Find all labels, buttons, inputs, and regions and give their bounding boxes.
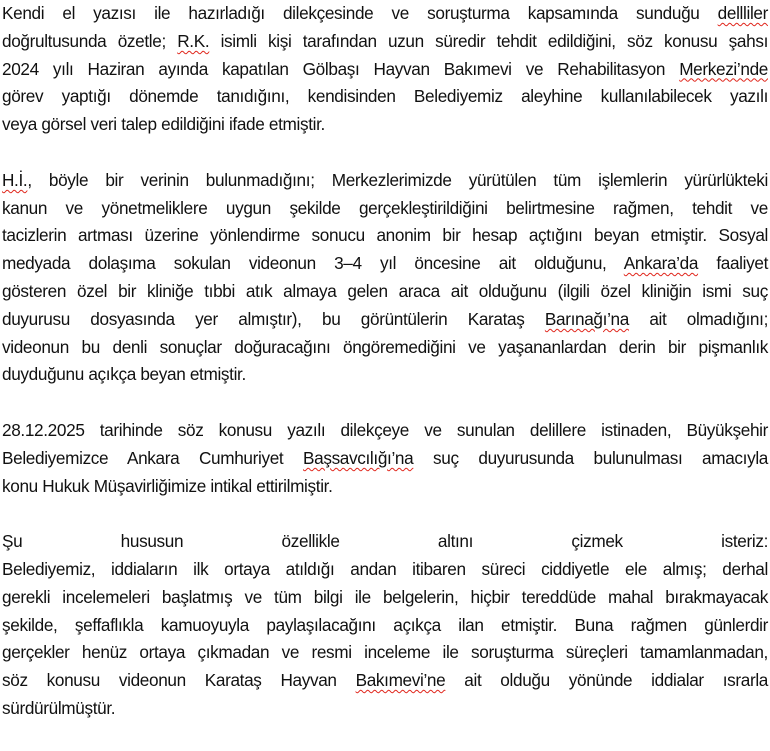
text-segment: isimli kişi tarafından uzun süredir tehdit edildiğini, söz konusu şahsı: [209, 30, 768, 51]
paragraph-1: [2, 0, 768, 139]
text-segment: faaliyet: [698, 253, 768, 274]
spellcheck-flagged-word[interactable]: Barınağı’na: [544, 308, 629, 329]
text-line: [2, 306, 768, 334]
text-line: [2, 83, 768, 111]
text-line: [2, 584, 768, 612]
text-segment: suç duyurusunda bulunulması amacıyla: [413, 447, 768, 468]
text-line: [2, 28, 768, 56]
text-segment: Kendi el yazısı ile hazırladığı dilekçesinde ve soruşturma kapsamında sunduğu: [2, 3, 718, 23]
text-line: [2, 334, 768, 362]
spellcheck-flagged-word[interactable]: Ankara’da: [623, 253, 699, 274]
text-segment: Belediyemiz, iddiaların ilk ortaya atıldığı andan itibaren süreci ciddiyetle ele almış; derhal: [2, 558, 768, 579]
text-line: [2, 167, 768, 195]
text-line: [2, 278, 768, 306]
text-line: [2, 361, 768, 389]
text-segment: 28.12.2025 tarihinde söz konusu yazılı dilekçeye ve sunulan delillere istinaden, Büyükşehir: [2, 419, 768, 440]
paragraph-2: [2, 167, 768, 389]
spellcheck-flagged-word[interactable]: Bakımevi’ne: [355, 670, 446, 691]
text-segment: 2024 yılı Haziran ayında kapatılan Gölbaşı Hayvan Bakımevi ve Rehabilitasyon: [2, 58, 680, 79]
text-segment: Şu hususun özellikle altını çizmek isteriz:: [2, 531, 768, 552]
text-segment: duyduğunu açıkça beyan etmiştir.: [2, 364, 246, 385]
text-line: [2, 473, 768, 501]
text-segment: tacizlerin artması üzerine yönlendirme sonucu anonim bir hesap açtığını beyan etmiştir. Sosyal: [2, 225, 768, 246]
text-line: [2, 0, 768, 28]
text-line: [2, 639, 768, 667]
text-line: [2, 556, 768, 584]
text-line: [2, 111, 768, 139]
text-segment: medyada dolaşıma sokulan videonun 3–4 yıl öncesine ait olduğunu,: [2, 253, 624, 274]
text-line: [2, 222, 768, 250]
spellcheck-flagged-word[interactable]: Başsavcılığı’na: [303, 447, 414, 468]
text-segment: konu Hukuk Müşavirliğimize intikal ettirilmiştir.: [2, 475, 333, 496]
spellcheck-flagged-word[interactable]: Merkezi’nde: [679, 58, 768, 79]
text-segment: gerekli incelemeleri başlatmış ve tüm bilgi ile belgelerin, hiçbir tereddüde mahal bırakmayacak: [2, 586, 768, 607]
text-segment: doğrultusunda özetle;: [2, 30, 178, 51]
text-line: [2, 695, 768, 723]
text-line: [2, 195, 768, 223]
spellcheck-flagged-word[interactable]: H.İ.: [2, 169, 28, 190]
text-segment: duyurusu dosyasında yer almıştır), bu görüntülerin Karataş: [2, 308, 545, 329]
text-segment: şekilde, şeffaflıkla kamuoyuyla paylaşılacağını açıkça ilan etmiştir. Buna rağmen günlerdir: [2, 614, 768, 635]
document-body: [2, 0, 768, 751]
text-line: [2, 417, 768, 445]
text-segment: kanun ve yönetmeliklere uygun şekilde gerçekleştirildiğini belirtmesine rağmen, tehdit ve: [2, 197, 768, 218]
text-segment: gerçekler henüz ortaya çıkmadan ve resmi inceleme ile soruşturma süreçleri tamamlanmadan,: [2, 642, 768, 663]
text-line: [2, 445, 768, 473]
text-segment: Belediyemizce Ankara Cumhuriyet: [2, 447, 303, 468]
text-line: [2, 667, 768, 695]
text-segment: videonun bu denli sonuçlar doğuracağını öngöremediğini ve yaşananlardan derin bir pişmanlık: [2, 336, 768, 357]
text-line: [2, 250, 768, 278]
text-segment: ait olduğu yönünde iddialar ısrarla: [445, 670, 769, 691]
spellcheck-flagged-word[interactable]: dellliler: [717, 3, 768, 23]
text-segment: , böyle bir verinin bulunmadığını; Merkezlerimizde yürütülen tüm işlemlerin yürürlükteki: [27, 169, 768, 190]
paragraph-3: [2, 417, 768, 500]
text-segment: veya görsel veri talep edildiğini ifade etmiştir.: [2, 114, 325, 135]
paragraph-4: [2, 528, 768, 723]
spellcheck-flagged-word[interactable]: R.K.: [177, 30, 210, 51]
text-line: [2, 56, 768, 84]
text-segment: sürdürülmüştür.: [2, 697, 116, 718]
text-segment: ait olmadığını;: [628, 308, 768, 329]
text-line: [2, 612, 768, 640]
text-line: [2, 528, 768, 556]
text-segment: gösteren özel bir kliniğe tıbbi atık almaya gelen araca ait olduğunu (ilgili özel kliniğin ismi suç: [2, 280, 768, 301]
text-segment: görev yaptığı dönemde tanıdığını, kendisinden Belediyemiz aleyhine kullanılabilecek yazılı: [2, 86, 768, 107]
text-segment: söz konusu videonun Karataş Hayvan: [2, 670, 356, 691]
